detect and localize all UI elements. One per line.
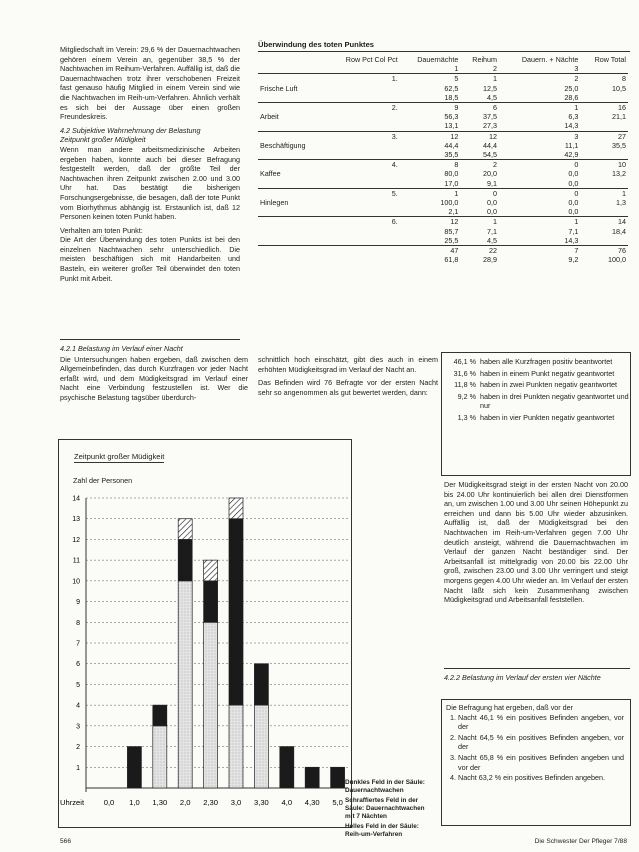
table-cell: 35,5 (444, 150, 459, 160)
row-code (325, 169, 400, 178)
legend-hatched: Schraffiertes Feld in der Säule: Dauernachtwachen mit 7 Nächten (345, 797, 425, 820)
row-label (258, 179, 325, 189)
x-tick-label: 0,0 (103, 798, 115, 807)
percentage-text: haben alle Kurzfragen positiv beantwortet (480, 357, 613, 366)
table-cell: 14,3 (564, 235, 579, 245)
y-tick-label: 12 (72, 536, 80, 544)
row-total: 8 (580, 74, 628, 84)
table-title: Überwindung des toten Punktes (258, 40, 375, 49)
row-label: Frische Luft (260, 83, 298, 93)
table-cell: 0,0 (487, 198, 498, 208)
table-row (258, 121, 628, 131)
x-tick-label: 4,0 (281, 798, 293, 807)
chart-ylabel: Zahl der Personen (73, 476, 133, 485)
mid-text (258, 355, 438, 401)
row-total (580, 179, 628, 189)
table-row (258, 217, 628, 227)
bar-segment-dauernachtwachen (153, 705, 167, 726)
heading-4-2-2: 4.2.2 Belastung im Verlauf der ersten vier Nächte (444, 673, 601, 682)
right-column (444, 480, 628, 609)
row-total: 10,5 (612, 83, 626, 93)
row-total: 35,5 (612, 140, 626, 150)
table-cell: 12 (460, 131, 499, 141)
table-row (258, 112, 628, 121)
heading-4-2: 4.2 Subjektive Wahrnehmung der Belastung (60, 125, 201, 135)
row-label (258, 93, 325, 103)
percentage-item (444, 369, 629, 379)
percentage-value: 31,6 % (453, 368, 476, 378)
row-label (258, 150, 325, 160)
y-tick-label: 13 (72, 516, 80, 524)
row-label (258, 160, 325, 170)
table-header: Row Pct Col Pct (345, 55, 398, 64)
table-cell: 80,0 (444, 169, 459, 179)
left-column (60, 45, 240, 287)
row-code (325, 227, 400, 236)
y-tick-label: 7 (76, 640, 80, 648)
row-code: 3. (325, 131, 400, 141)
legend-dark: Dunkles Feld in der Säule: Dauernachtwachen (345, 779, 425, 794)
x-tick-label: 2,30 (203, 798, 218, 807)
table-cell: 0,0 (568, 169, 579, 179)
row-total: 21,1 (612, 112, 626, 122)
table-cell: 12,5 (483, 83, 498, 93)
table-cell: 7,1 (568, 226, 579, 236)
table-header: Dauernächte (417, 55, 459, 64)
divider-right (444, 668, 630, 669)
table-row (258, 179, 628, 189)
bar-segment-dauernachtwachen-mit-7-n-chten (204, 560, 218, 581)
table-cell: 12 (400, 217, 461, 227)
table-cell: 9 (400, 103, 461, 113)
table-cell: 42,9 (564, 150, 579, 160)
table-row (258, 236, 628, 246)
nights-list (446, 713, 624, 783)
row-label: Hinlegen (260, 198, 289, 208)
table-row (258, 150, 628, 160)
y-tick-label: 14 (72, 495, 80, 503)
table-top-rule (258, 51, 630, 52)
table-cell: 4,5 (487, 235, 498, 245)
paragraph-membership: Mitgliedschaft im Verein: 29,6 % der Dauernachtwachen gehören einem Verein an, gegenüber 38,5 % der Nachtwachen im Reihum-Verfahren. Auffällig ist, daß die Dauernachtwachen trotz ihrer verschobenen Freizeit fast genauso häufig Mitglied in einem Verein sind wie die Nachtwachen im Reih-um-Verfahren. Ähnlich verhält es sich bei der Aussage über einen großen Freundeskreis. (60, 45, 240, 122)
row-code (325, 150, 400, 160)
column-total: 22 (460, 246, 499, 256)
nights-intro: Die Befragung hat ergeben, daß vor der (446, 703, 574, 712)
bar-segment-dauernachtwachen (254, 664, 268, 705)
table-header-num: 1 (454, 64, 459, 74)
row-label (258, 188, 325, 198)
table-cell: 0,0 (568, 207, 579, 217)
paragraph-burden: Die Untersuchungen haben ergeben, daß zwischen dem Allgemeinbefinden, das durch Kurzfragen vor jeder Nacht erfaßt wird, und dem Müdigkeitsgrad im Verlauf einer Nacht eine Verbindung festzustellen ist. Wer die psychische Belastung tagsüber überdurch- (60, 354, 248, 402)
column-total: 9,2 (568, 255, 579, 265)
mid-paragraph-2: Das Befinden wird 76 Befragte vor der ersten Nacht sehr so angenommen als gut bewertet werden, dann: (258, 378, 438, 397)
table-total-row (258, 255, 628, 264)
table-cell: 56,3 (444, 112, 459, 122)
percentage-item (444, 413, 629, 423)
journal-name: Die Schwester Der Pfleger 7/88 (534, 838, 627, 845)
table-cell: 1 (499, 217, 580, 227)
table-total-row (258, 246, 628, 256)
paragraph-dead-point-title: Verhalten am toten Punkt: (60, 225, 143, 235)
table-cell: 85,7 (444, 226, 459, 236)
fatigue-bar-chart (58, 488, 350, 826)
grand-total: 100,0 (608, 255, 626, 265)
row-total (580, 93, 628, 103)
x-tick-label: 1,0 (129, 798, 140, 807)
row-label (258, 236, 325, 246)
row-total (580, 150, 628, 160)
x-tick-label: 3,0 (230, 798, 242, 807)
paragraph-fatigue: Wenn man andere arbeitsmedizinische Arbeiten ergeben haben, konnte auch bei dieser Befragung festgestellt werden, daß der größte Teil der Nachtwachen ihren Zeitpunkt zwischen 2.00 und 3.00 Uhr hat. Das bestätigt die bisherigen Forschungsergebnisse, die besagen, daß der tote Punkt vom Biorhythmus abhängig ist. Erstaunlich ist, daß 12 Personen keinen toten Punkt haben. (60, 144, 240, 222)
table-cell: 100,0 (440, 198, 459, 208)
row-total: 10 (580, 160, 628, 170)
row-total (580, 121, 628, 131)
x-tick-label: 3,30 (254, 798, 269, 807)
divider (60, 339, 240, 340)
chart-legend (345, 779, 433, 839)
column-total: 47 (400, 246, 461, 256)
y-tick-label: 1 (76, 764, 80, 772)
table-cell: 37,5 (483, 112, 498, 122)
table-cell: 1 (499, 103, 580, 113)
bar-segment-reih-um-verfahren (178, 581, 192, 788)
table-row (258, 198, 628, 207)
table-header-num: 3 (574, 64, 579, 74)
paragraph-fatigue-curve: Der Müdigkeitsgrad steigt in der ersten Nacht von 20.00 bis 24.00 Uhr kontinuierlich bei allen drei Dienstformen an, um zwischen 1.00 und 3.00 Uhr seinen Höhepunkt zu erreichen und dann bis 5.00 Uhr wieder abzusinken. Auffällig ist, daß der Müdigkeitsgrad bei den Nachtwachen im Reih-um-Verfahren gegen 7.00 Uhr deutlich ansteigt, während die Dauernachtwachen im Verlauf der ganzen Nacht beständiger sind. Der Arbeitsanfall ist mittelgradig von 20.00 bis 22.00 Uhr groß, zwischen 23.00 und 3.00 Uhr verringert und steigt morgens gegen 4.00 Uhr wieder an. Im Verlauf der ersten Nacht läßt sich kein Zusammenhang zwischen Müdigkeitsgrad und Arbeitsanfall feststellen. (444, 480, 628, 605)
paragraph-dead-point: Die Art der Überwindung des toten Punkts ist bei den einzelnen Nachtwachen sehr unterschiedlich. Die meisten beschäftigen sich mit Handarbeiten und Basteln, ein weiterer großer Teil überwindet den toten Punkt mit Arbeit. (60, 235, 240, 283)
table-header-num: 2 (493, 64, 498, 74)
table-row (258, 207, 628, 217)
table-row (258, 160, 628, 170)
bar-segment-reih-um-verfahren (204, 622, 218, 788)
bar-segment-dauernachtwachen (280, 747, 294, 788)
percentage-value: 9,2 % (457, 391, 476, 401)
x-axis-label: Uhrzeit (60, 798, 85, 807)
table-cell: 20,0 (483, 169, 498, 179)
table-cell: 1 (460, 217, 499, 227)
row-code (325, 93, 400, 103)
x-tick-label: 1,30 (152, 798, 168, 807)
percentage-value: 1,3 % (457, 412, 476, 422)
table-cell: 54,5 (483, 150, 498, 160)
row-total: 1,3 (616, 198, 626, 208)
table-cell: 0,0 (568, 198, 579, 208)
bar-segment-reih-um-verfahren (153, 726, 167, 788)
legend-light: Helles Feld in der Säule: Reih-um-Verfahren (345, 823, 419, 838)
table-cell: 17,0 (444, 178, 459, 188)
heading-4-2-1: 4.2.1 Belastung im Verlauf einer Nacht (60, 344, 183, 353)
x-tick-label: 2,0 (179, 798, 191, 807)
table-cell: 5 (400, 74, 461, 84)
table-row (258, 131, 628, 141)
row-code (325, 198, 400, 207)
night-item: 2. Nacht 64,5 % ein positives Befinden angeben, vor der (458, 733, 624, 752)
dead-point-table (258, 55, 628, 264)
table-cell: 6,3 (568, 112, 579, 122)
row-code (325, 236, 400, 246)
mid-paragraph-1: schnittlich hoch einschätzt, gibt dies auch in einem erhöhten Müdigkeitsgrad im Verlauf der Nacht an. (258, 355, 438, 374)
row-label (258, 121, 325, 131)
table-row (258, 74, 628, 84)
percentage-text: haben in einem Punkt negativ geantwortet (480, 368, 615, 378)
chart-title: Zeitpunkt großer Müdigkeit (74, 452, 165, 461)
bar-segment-dauernachtwachen (305, 767, 319, 788)
percentage-text: haben in zwei Punkten negativ geantwortet (480, 380, 618, 390)
table-cell: 25,0 (564, 83, 579, 93)
row-label: Arbeit (260, 112, 279, 122)
table-cell: 13,1 (444, 121, 459, 131)
percentage-value: 11,8 % (454, 380, 476, 390)
row-code: 2. (325, 103, 400, 113)
row-total: 16 (580, 103, 628, 113)
table-cell: 4,5 (487, 92, 498, 102)
night-item: 4. Nacht 63,2 % ein positives Befinden angeben. (458, 773, 624, 783)
table-row (258, 169, 628, 178)
bar-segment-dauernachtwachen (178, 539, 192, 580)
row-total (580, 236, 628, 246)
row-code: 1. (325, 74, 400, 84)
y-tick-label: 6 (76, 661, 80, 669)
table-cell: 14,3 (564, 121, 579, 131)
y-tick-label: 5 (76, 681, 80, 689)
table-cell: 8 (400, 160, 461, 170)
percentage-text: haben in vier Punkten negativ geantwortet (480, 412, 615, 422)
table-cell: 7,1 (487, 226, 498, 236)
table-cell: 0 (499, 160, 580, 170)
row-code: 5. (325, 188, 400, 198)
y-tick-label: 3 (76, 723, 80, 731)
x-tick-label: 5,0 (332, 798, 343, 807)
night-item: 3. Nacht 65,8 % ein positives Befinden angeben und vor der (458, 753, 624, 772)
y-tick-label: 11 (72, 557, 80, 565)
row-label (258, 103, 325, 113)
table-cell: 0 (460, 188, 499, 198)
table-header: Dauern. + Nächte (521, 55, 579, 64)
table-cell: 9,1 (487, 178, 498, 188)
row-code (325, 141, 400, 150)
table-cell: 2 (499, 74, 580, 84)
row-code (325, 207, 400, 217)
y-tick-label: 10 (72, 578, 80, 586)
bar-segment-dauernachtwachen (127, 747, 141, 788)
percentage-text: haben in drei Punkten negativ geantwortet und nur (480, 391, 629, 411)
percentage-item (444, 380, 629, 390)
nights-list-block (446, 703, 624, 784)
y-tick-label: 2 (76, 744, 80, 752)
table-row (258, 141, 628, 150)
table-cell: 0,0 (487, 207, 498, 217)
row-code (325, 84, 400, 93)
row-code (325, 179, 400, 189)
table-cell: 44,4 (483, 140, 498, 150)
table-cell: 11,1 (564, 140, 579, 150)
table-cell: 6 (460, 103, 499, 113)
table-cell: 25,5 (444, 235, 459, 245)
table-cell: 0 (499, 188, 580, 198)
row-code (325, 112, 400, 121)
row-code (325, 121, 400, 131)
table-cell: 28,6 (564, 92, 579, 102)
row-total: 13,2 (612, 169, 626, 179)
row-total (580, 207, 628, 217)
table-cell: 1 (460, 74, 499, 84)
percentage-item (444, 357, 629, 367)
table-cell: 2 (460, 160, 499, 170)
percentage-value: 46,1 % (453, 357, 476, 366)
row-label (258, 227, 325, 236)
row-code: 4. (325, 160, 400, 170)
section-4-2-1 (60, 344, 248, 407)
row-label (258, 217, 325, 227)
row-total: 27 (580, 131, 628, 141)
table-cell: 3 (499, 131, 580, 141)
table-cell: 18,5 (444, 92, 459, 102)
bar-segment-reih-um-verfahren (229, 705, 243, 788)
page-number: 566 (60, 838, 72, 845)
percentages-list (444, 357, 629, 425)
table-row (258, 188, 628, 198)
table-row (258, 227, 628, 236)
column-total: 61,8 (444, 255, 459, 265)
row-total: 18,4 (612, 226, 626, 236)
row-label (258, 207, 325, 217)
night-item: 1. Nacht 46,1 % ein positives Befinden angeben, vor der (458, 713, 624, 732)
table-row (258, 93, 628, 103)
table-header: Row Total (594, 55, 626, 64)
row-total: 14 (580, 217, 628, 227)
row-total: 1 (580, 188, 628, 198)
table-cell: 1 (400, 188, 461, 198)
bar-segment-reih-um-verfahren (254, 705, 268, 788)
column-total: 7 (499, 246, 580, 256)
column-total: 28,9 (483, 255, 498, 265)
table-cell: 62,5 (444, 83, 459, 93)
row-label: Beschäftigung (260, 140, 306, 150)
table-row (258, 84, 628, 93)
table-cell: 44,4 (444, 140, 459, 150)
bar-segment-dauernachtwachen-mit-7-n-chten (229, 498, 243, 519)
y-tick-label: 9 (76, 599, 80, 607)
bar-segment-dauernachtwachen-mit-7-n-chten (178, 519, 192, 540)
table-cell: 27,3 (483, 121, 498, 131)
table-cell: 2,1 (448, 207, 459, 217)
grand-total: 76 (580, 246, 628, 256)
y-tick-label: 8 (76, 619, 80, 627)
row-label: Kaffee (260, 169, 281, 179)
bar-segment-dauernachtwachen (331, 767, 345, 788)
row-code: 6. (325, 217, 400, 227)
y-tick-label: 4 (76, 702, 80, 710)
bar-segment-dauernachtwachen (204, 581, 218, 622)
row-label (258, 131, 325, 141)
table-cell: 12 (400, 131, 461, 141)
table-row (258, 103, 628, 113)
subheading-fatigue: Zeitpunkt großer Müdigkeit (60, 135, 146, 145)
percentage-item (444, 392, 629, 411)
bar-segment-dauernachtwachen (229, 519, 243, 705)
x-tick-label: 4,30 (304, 798, 320, 807)
row-label (258, 74, 325, 84)
table-header: Reihum (472, 55, 498, 64)
table-cell: 0,0 (568, 178, 579, 188)
